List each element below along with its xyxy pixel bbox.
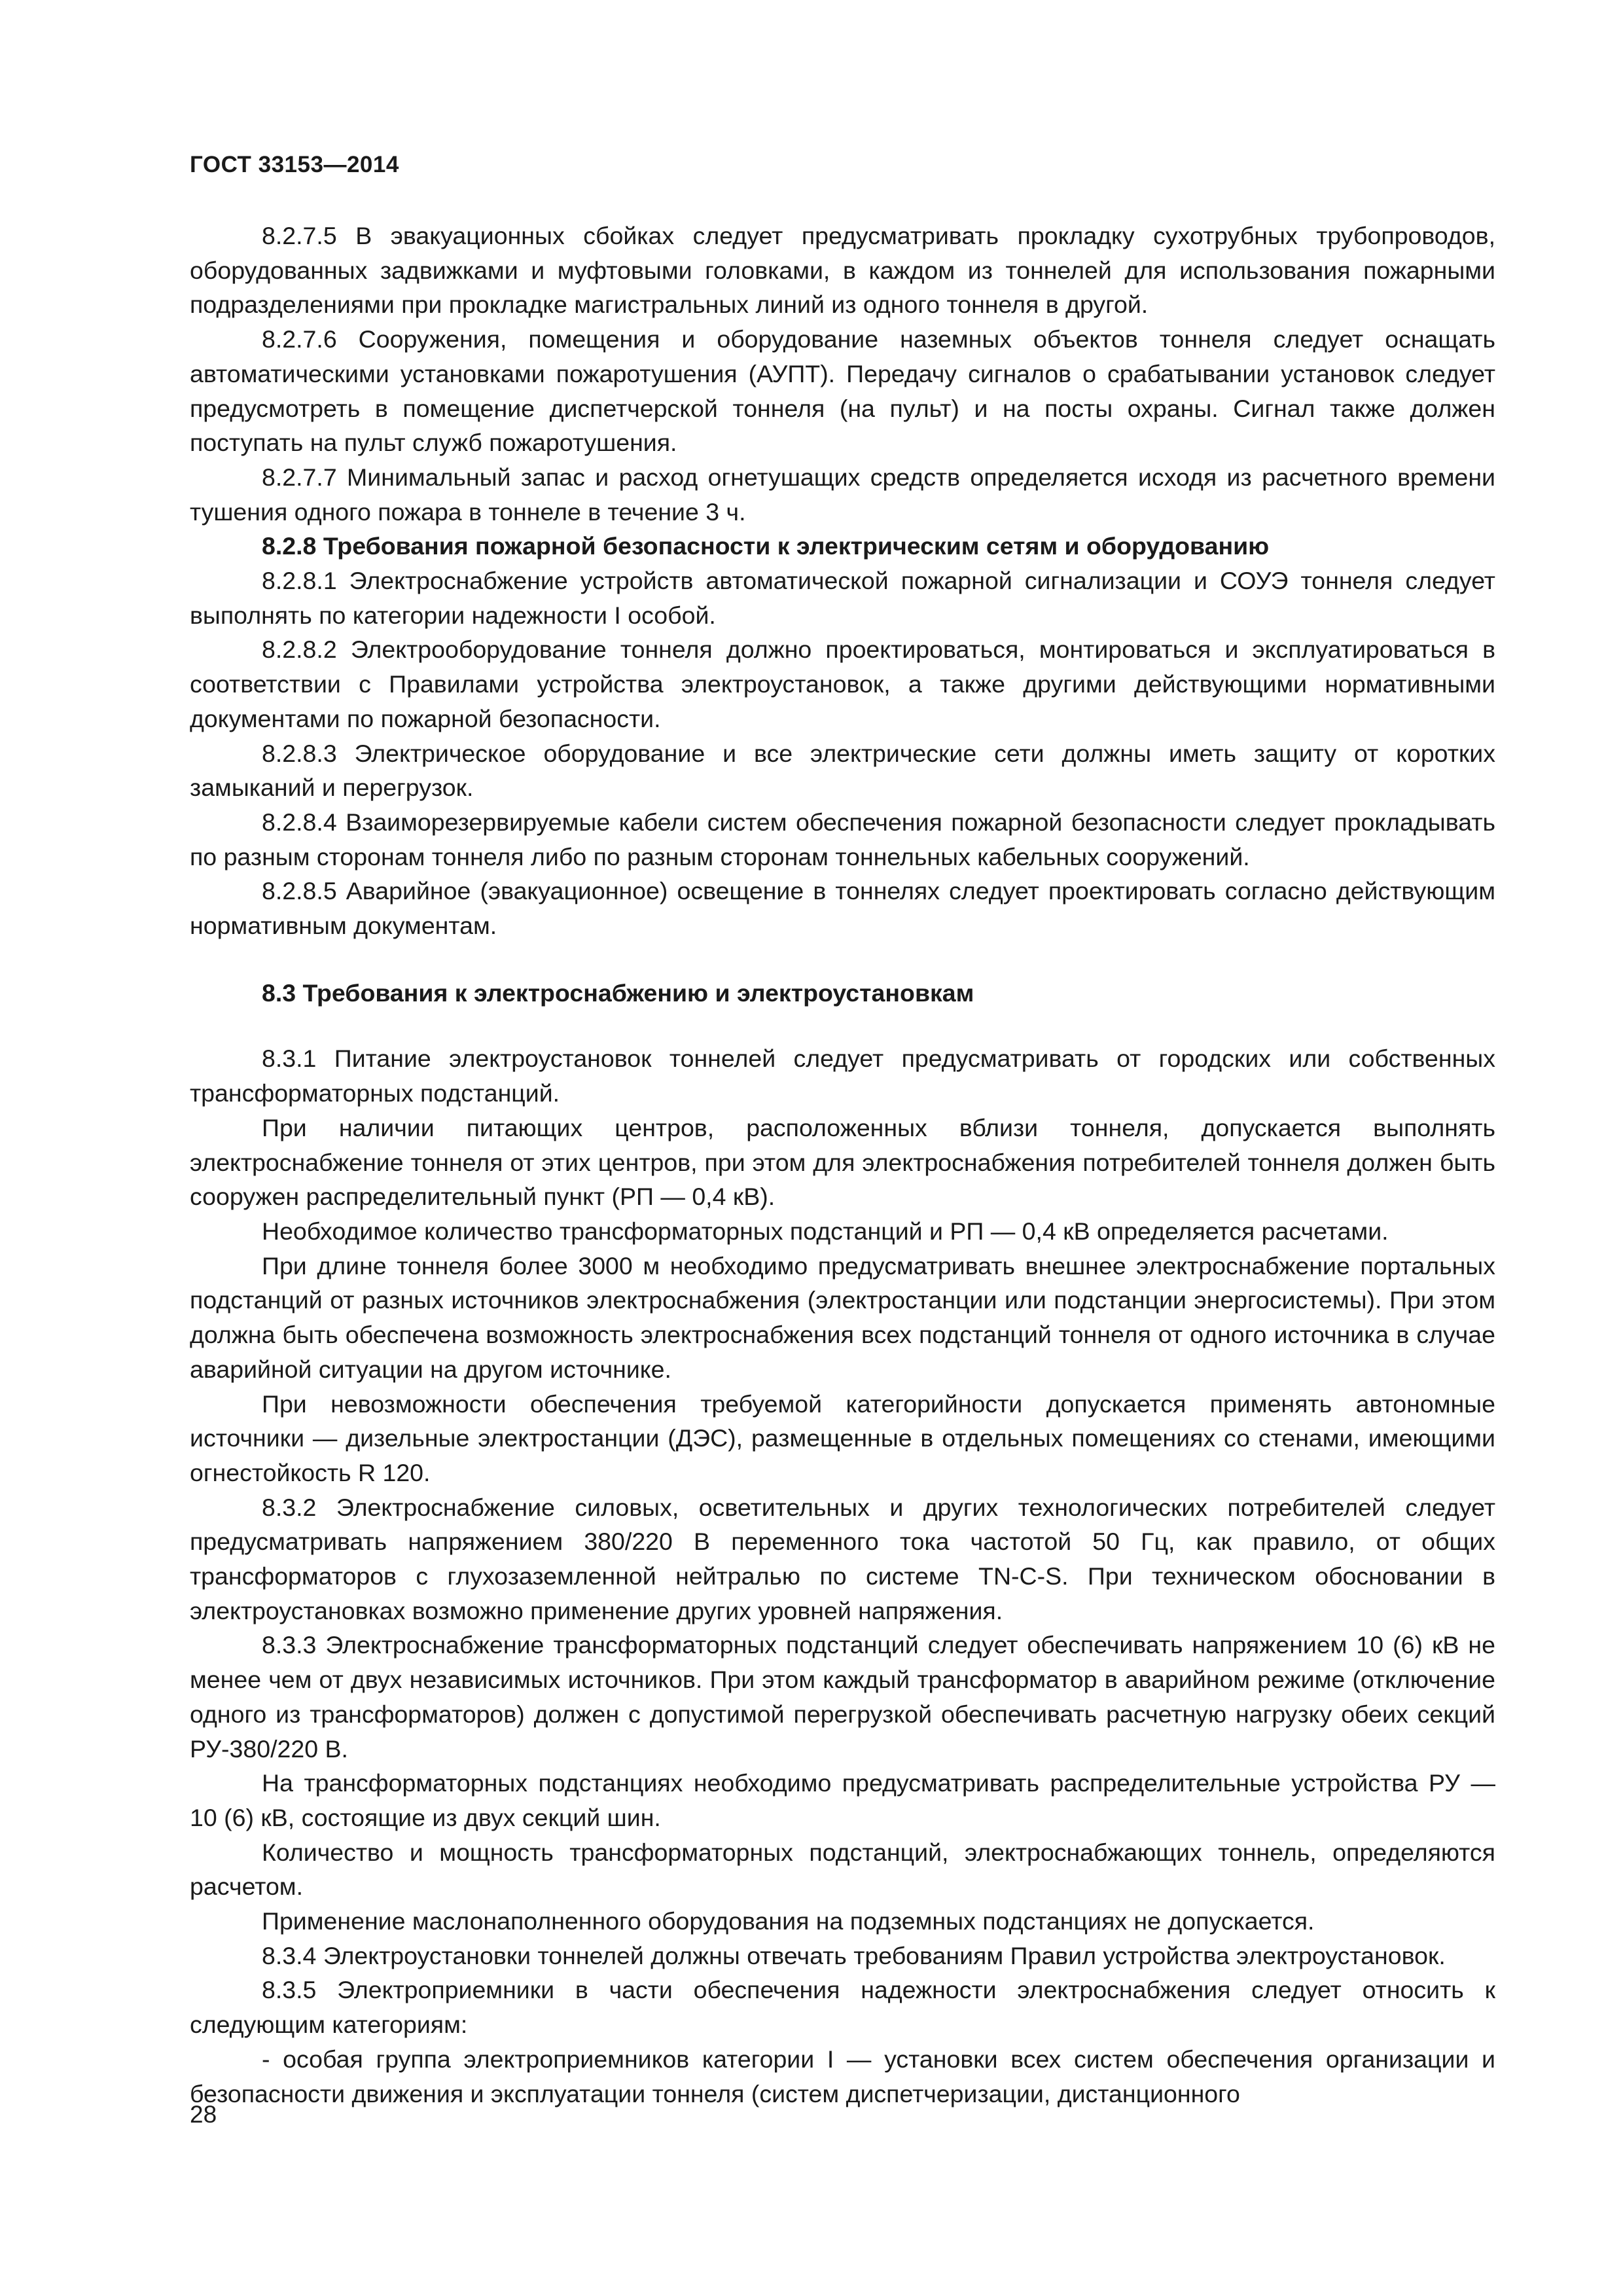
- paragraph: Необходимое количество трансформаторных подстанций и РП — 0,4 кВ определяется расчетами.: [262, 1217, 1389, 1245]
- paragraph: Применение маслонаполненного оборудования на подземных подстанциях не допускается.: [262, 1907, 1315, 1935]
- paragraph: При длине тоннеля более 3000 м необходимо предусматривать внешнее электроснабжение портальных подстанций от разных источников электроснабжения (электростанции или подстанции энергосистемы). При этом должна быть обеспечена возможность электроснабжения всех подстанций тоннеля от одного источника в случае аварийной ситуации на другом источнике.: [190, 1251, 1495, 1383]
- paragraph: 8.2.8.2 Электрооборудование тоннеля должно проектироваться, монтироваться и эксплуатироваться в соответствии с Правилами устройства электроустановок, а также другими действующими нормативными документами по пожарной безопасности.: [190, 636, 1495, 732]
- subsection-heading: 8.2.8 Требования пожарной безопасности к электрическим сетям и оборудованию: [262, 532, 1270, 560]
- paragraph: 8.3.4 Электроустановки тоннелей должны отвечать требованиям Правил устройства электроустановок.: [262, 1941, 1446, 1969]
- paragraph: Количество и мощность трансформаторных подстанций, электроснабжающих тоннель, определяются расчетом.: [190, 1838, 1495, 1901]
- paragraph: 8.2.7.5 В эвакуационных сбойках следует предусматривать прокладку сухотрубных трубопроводов, оборудованных задвижками и муфтовыми головками, в каждом из тоннелей для использования пожарными подразделениями при прокладке магистральных линий из одного тоннеля в другой.: [190, 222, 1495, 319]
- paragraph: 8.3.5 Электроприемники в части обеспечения надежности электроснабжения следует относить к следующим категориям:: [190, 1976, 1495, 2039]
- paragraph: 8.2.8.1 Электроснабжение устройств автоматической пожарной сигнализации и СОУЭ тоннеля следует выполнять по категории надежности I особой.: [190, 567, 1495, 629]
- paragraph: 8.2.8.3 Электрическое оборудование и все электрические сети должны иметь защиту от коротких замыканий и перегрузок.: [190, 739, 1495, 802]
- paragraph: При невозможности обеспечения требуемой категорийности допускается применять автономные источники — дизельные электростанции (ДЭС), размещенные в отдельных помещениях со стенами, имеющими огнестойкость R 120.: [190, 1390, 1495, 1486]
- page-number: 28: [190, 2101, 217, 2128]
- paragraph: На трансформаторных подстанциях необходимо предусматривать распределительные устройства РУ — 10 (6) кВ, состоящие из двух секций шин.: [190, 1769, 1495, 1831]
- section-heading: 8.3 Требования к электроснабжению и электроустановкам: [262, 978, 974, 1007]
- paragraph: 8.3.2 Электроснабжение силовых, осветительных и других технологических потребителей следует предусматривать напряжением 380/220 В переменного тока частотой 50 Гц, как правило, от общих трансформаторов с глухозаземленной нейтралью по системе TN-C-S. При техническом обосновании в электроустановках возможно применение других уровней напряжения.: [190, 1493, 1495, 1624]
- paragraph: При наличии питающих центров, расположенных вблизи тоннеля, допускается выполнять электроснабжение тоннеля от этих центров, при этом для электроснабжения потребителей тоннеля должен быть сооружен распределительный пункт (РП — 0,4 кВ).: [190, 1113, 1495, 1211]
- paragraph: 8.2.7.7 Минимальный запас и расход огнетушащих средств определяется исходя из расчетного времени тушения одного пожара в тоннеле в течение 3 ч.: [190, 463, 1495, 526]
- document-body: [190, 219, 1495, 2111]
- paragraph: 8.2.8.5 Аварийное (эвакуационное) освещение в тоннелях следует проектировать согласно действующим нормативным документам.: [190, 877, 1495, 940]
- paragraph: 8.2.8.4 Взаиморезервируемые кабели систем обеспечения пожарной безопасности следует прокладывать по разным сторонам тоннеля либо по разным сторонам тоннельных кабельных сооружений.: [190, 808, 1495, 870]
- standard-header: ГОСТ 33153—2014: [190, 152, 399, 177]
- list-item: - особая группа электроприемников категории I — установки всех систем обеспечения организации и безопасности движения и эксплуатации тоннеля (систем диспетчеризации, дистанционного: [190, 2045, 1495, 2108]
- paragraph: 8.2.7.6 Сооружения, помещения и оборудование наземных объектов тоннеля следует оснащать автоматическими установками пожаротушения (АУПТ). Передачу сигналов о срабатывании установок следует предусмотреть в помещение диспетчерской тоннеля (на пульт) и на посты охраны. Сигнал также должен поступать на пульт служб пожаротушения.: [190, 325, 1495, 457]
- paragraph: 8.3.3 Электроснабжение трансформаторных подстанций следует обеспечивать напряжением 10 (6) кВ не менее чем от двух независимых источников. При этом каждый трансформатор в аварийном режиме (отключение одного из трансформаторов) должен с допустимой перегрузкой обеспечивать расчетную нагрузку обеих секций РУ-380/220 В.: [190, 1631, 1495, 1763]
- paragraph: 8.3.1 Питание электроустановок тоннелей следует предусматривать от городских или собственных трансформаторных подстанций.: [190, 1045, 1495, 1107]
